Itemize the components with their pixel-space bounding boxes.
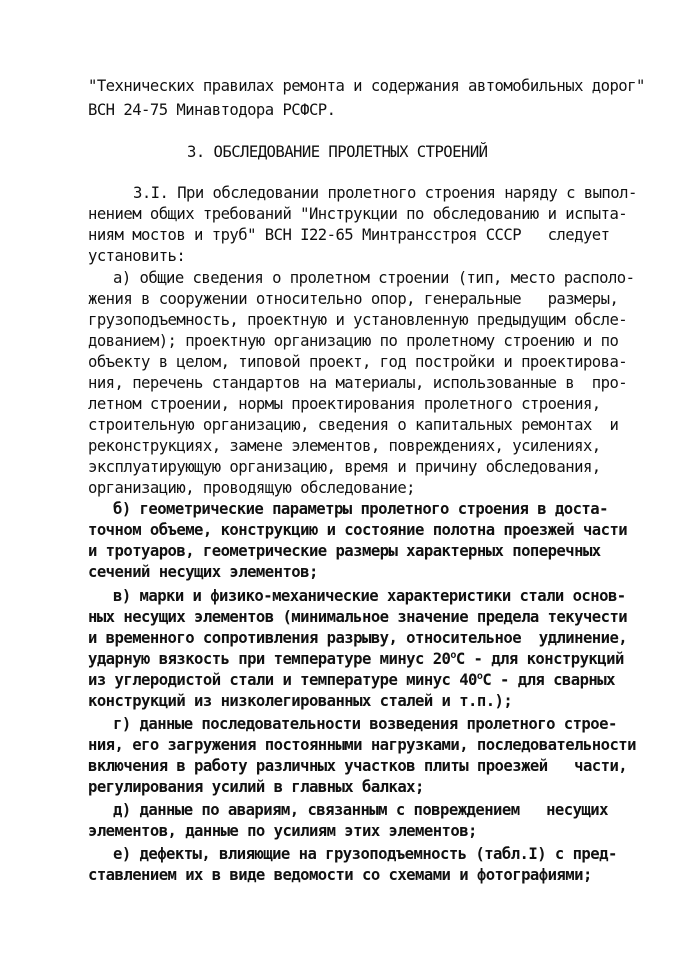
degree-mark: о	[450, 650, 456, 661]
paragraph-line: реконструкциях, замене элементов, повреждениях, усилениях,	[88, 437, 601, 455]
paragraph-line: и тротуаров, геометрические размеры характерных поперечных	[88, 542, 601, 560]
section-title: 3. ОБСЛЕДОВАНИЕ ПРОЛЕТНЫХ СТРОЕНИЙ	[187, 143, 488, 161]
paragraph-line: б) геометрические параметры пролетного строения в доста-	[113, 500, 608, 518]
paragraph-line: ных несущих элементов (минимальное значение предела текучести	[88, 608, 628, 626]
temperature-text: из углеродистой стали и температуре минус 40	[88, 671, 477, 689]
paragraph-line: грузоподъемность, проектную и установленную предыдущим обсле-	[88, 311, 628, 329]
paragraph-line: летном строении, нормы проектирования пролетного строения,	[88, 395, 601, 413]
temperature-line-1	[88, 649, 624, 669]
paragraph-line: точном объеме, конструкцию и состояние полотна проезжей части	[88, 521, 628, 539]
paragraph-line: элементов, данные по усилиям этих элементов;	[88, 822, 477, 840]
paragraph-line: и временного сопротивления разрыву, относительное удлинение,	[88, 629, 628, 647]
paragraph-line: жения в сооружении относительно опор, генеральные размеры,	[88, 290, 619, 308]
paragraph-line: дованием); проектную организацию по пролетному строению и по	[88, 332, 619, 350]
paragraph-line: ния, перечень стандартов на материалы, использованные в про-	[88, 374, 628, 392]
paragraph-line: а) общие сведения о пролетном строении (тип, место располо-	[113, 269, 635, 287]
intro-line-1: "Технических правилах ремонта и содержания автомобильных дорог"	[88, 77, 645, 95]
paragraph-line: включения в работу различных участков плиты проезжей части,	[88, 757, 628, 775]
paragraph-line: г) данные последовательности возведения пролетного строе-	[113, 715, 617, 733]
paragraph-line: 3.I. При обследовании пролетного строения наряду с выпол-	[133, 184, 637, 202]
temperature-line-2	[88, 670, 615, 690]
paragraph-line: д) данные по авариям, связанным с повреждением несущих	[113, 801, 608, 819]
paragraph-line: организацию, проводящую обследование;	[88, 479, 416, 497]
paragraph-line: ставлением их в виде ведомости со схемами и фотографиями;	[88, 866, 592, 884]
paragraph-line: конструкций из низколегированных сталей и т.п.);	[88, 692, 513, 710]
paragraph-line: регулирования усилий в главных балках;	[88, 778, 424, 796]
paragraph-line: установить:	[88, 247, 186, 265]
paragraph-line: строительную организацию, сведения о капитальных ремонтах и	[88, 416, 619, 434]
paragraph-line: ниям мостов и труб" ВСН I22-65 Минтрансстроя СССР следует	[88, 226, 610, 244]
temperature-tail: С - для сварных	[482, 671, 615, 689]
paragraph-line: сечений несущих элементов;	[88, 563, 318, 581]
paragraph-line: эксплуатирующую организацию, время и причину обследования,	[88, 458, 601, 476]
paragraph-line: е) дефекты, влияющие на грузоподъемность (табл.I) с пред-	[113, 845, 617, 863]
degree-mark: о	[476, 671, 483, 682]
paragraph-line: в) марки и физико-механические характеристики стали основ-	[113, 587, 626, 605]
paragraph-line: нением общих требований "Инструкции по обследованию и испыта-	[88, 205, 628, 223]
intro-line-2: ВСН 24-75 Минавтодора РСФСР.	[88, 101, 336, 119]
paragraph-line: ния, его загружения постоянными нагрузками, последовательности	[88, 736, 636, 754]
temperature-tail: С - для конструкций	[455, 650, 624, 668]
temperature-text: ударную вязкость при температуре минус 20	[88, 650, 451, 668]
paragraph-line: объекту в целом, типовой проект, год постройки и проектирова-	[88, 353, 628, 371]
